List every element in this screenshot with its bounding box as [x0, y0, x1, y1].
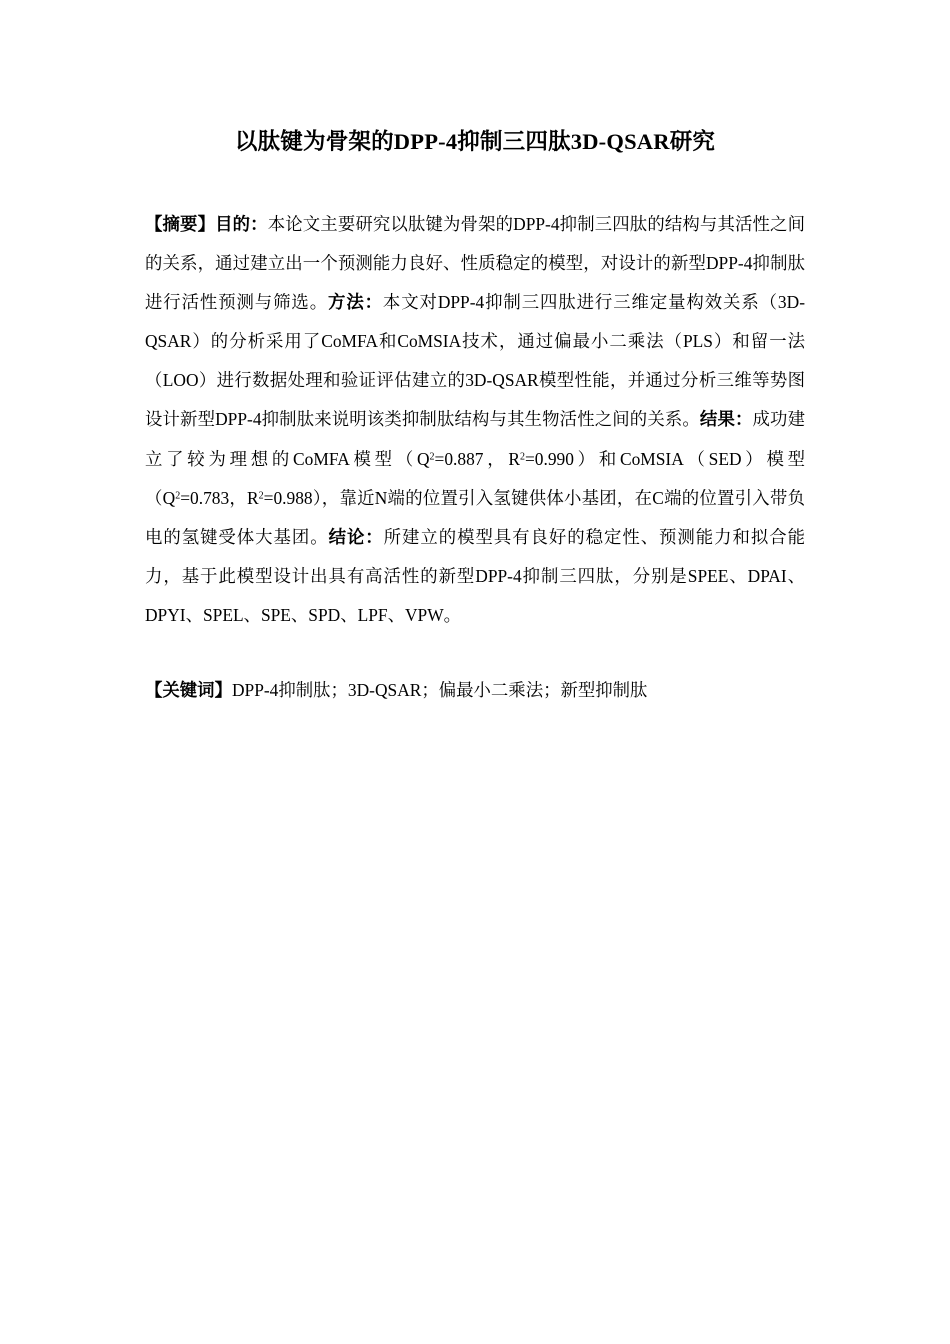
conclusion-label: 结论：	[328, 526, 384, 547]
result-text: 成功建立了较为理想的CoMFA模型（Q	[145, 409, 805, 469]
method-text: 本文对DPP-4抑制三四肽进行三维定量构效关系（3D-QSAR）的分析采用了CoMFA和CoMSIA技术，通过偏最小二乘法（PLS）和留一法（LOO）进行数据处理和验证评估建立的3D-QSAR模型性能，并通过分析三维等势图设计新型DPP-4抑制肽来说明该类抑制肽结构与其生物活性之间的关系。	[145, 292, 805, 430]
result-label: 结果：	[699, 409, 753, 430]
purpose-text: 本论文主要研究以肽键为骨架的DPP-4抑制三四肽的结构与其活性之间的关系，通过建立出一个预测能力良好、性质稳定的模型，对设计的新型DPP-4抑制肽进行活性预测与筛选。	[145, 214, 805, 313]
keywords-line	[145, 671, 805, 710]
abstract-paragraph	[145, 205, 805, 635]
superscript: 2	[258, 490, 264, 502]
keywords-text: DPP-4抑制肽；3D-QSAR；偏最小二乘法；新型抑制肽	[231, 680, 648, 700]
superscript: 2	[429, 451, 435, 463]
result-text: =0.990）和CoMSIA（SED）模型（Q	[145, 448, 805, 508]
superscript: 2	[175, 490, 181, 502]
method-label: 方法：	[328, 292, 383, 313]
conclusion-text: 所建立的模型具有良好的稳定性、预测能力和拟合能力，基于此模型设计出具有高活性的新型DPP-4抑制三四肽，分别是SPEE、DPAI、DPYI、SPEL、SPE、SPD、LPF、VPW。	[145, 526, 805, 625]
abstract-label: 【摘要】	[145, 214, 216, 234]
purpose-label: 目的：	[215, 214, 268, 234]
result-text: =0.988），靠近N端的位置引入氢键供体小基团，在C端的位置引入带负电的氢键受体大基团。	[145, 487, 805, 547]
superscript: 2	[519, 451, 525, 463]
result-text: =0.887，R	[434, 448, 520, 469]
paper-title: 以肽键为骨架的DPP-4抑制三四肽3D-QSAR研究	[234, 129, 716, 154]
keywords-label: 【关键词】	[145, 680, 232, 700]
result-text: =0.783，R	[180, 487, 259, 508]
